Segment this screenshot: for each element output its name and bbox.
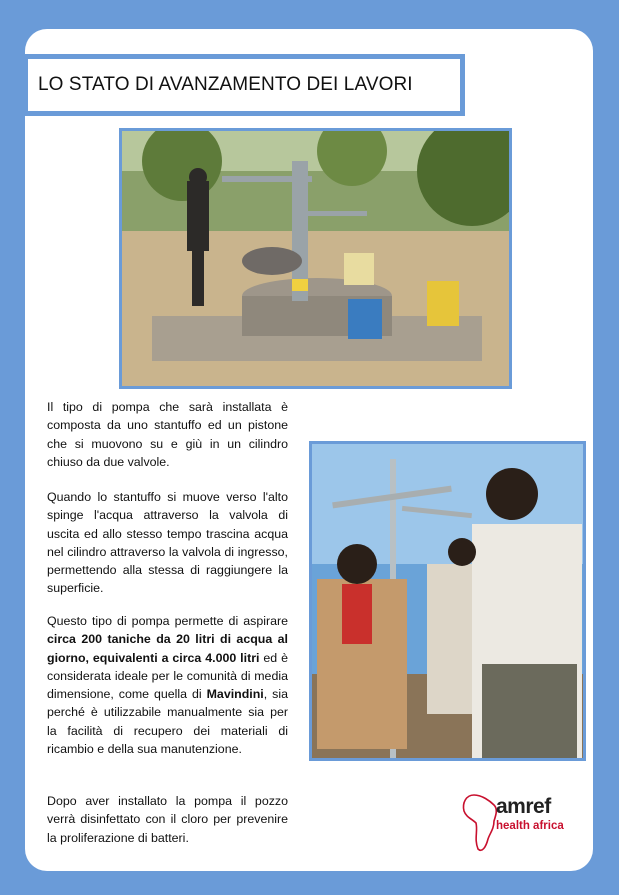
- capacity-bold-1: circa 200 taniche da 20 litri di acqua al giorno, equivalenti a circa 4.000 litri: [47, 632, 288, 665]
- paragraph-disinfection: Dopo aver installato la pompa il pozzo verrà disinfettato con il cloro per prevenire la proliferazione di batteri.: [47, 794, 288, 845]
- paragraph-piston: Quando lo stantuffo si muove verso l'alto spinge l'acqua attraverso la valvola di uscita ed allo stesso tempo trascina acqua nel cilindro attraverso la valvola di ingresso, permettendo alla stessa di raggiungere la superficie.: [47, 490, 288, 596]
- photo-installation-workers: [309, 441, 586, 761]
- amref-logo: [460, 793, 570, 855]
- photo-water-pump: [119, 128, 512, 389]
- capacity-text-1: Questo tipo di pompa permette di aspirare: [47, 614, 288, 628]
- capacity-text-3: , sia perché è utilizzabile manualmente sia per la facilità di recupero dei materiali di ricambio e della sua manutenzione.: [47, 687, 288, 757]
- logo-subtitle: health africa: [496, 820, 564, 832]
- capacity-bold-village: Mavindini: [206, 687, 264, 702]
- page-title: LO STATO DI AVANZAMENTO DEI LAVORI: [28, 59, 460, 111]
- paragraph-capacity: [47, 612, 288, 758]
- africa-outline-icon: [460, 793, 500, 855]
- logo-name: amref: [496, 795, 551, 818]
- title-box: [23, 54, 465, 116]
- paragraph-pump-type: Il tipo di pompa che sarà installata è composta da uno stantuffo ed un pistone che si muovono su e giù in un cilindro chiuso da due valvole.: [47, 400, 288, 469]
- capacity-text-2: ed è considerata ideale per le comunità di media dimensione, come quella di: [47, 650, 289, 702]
